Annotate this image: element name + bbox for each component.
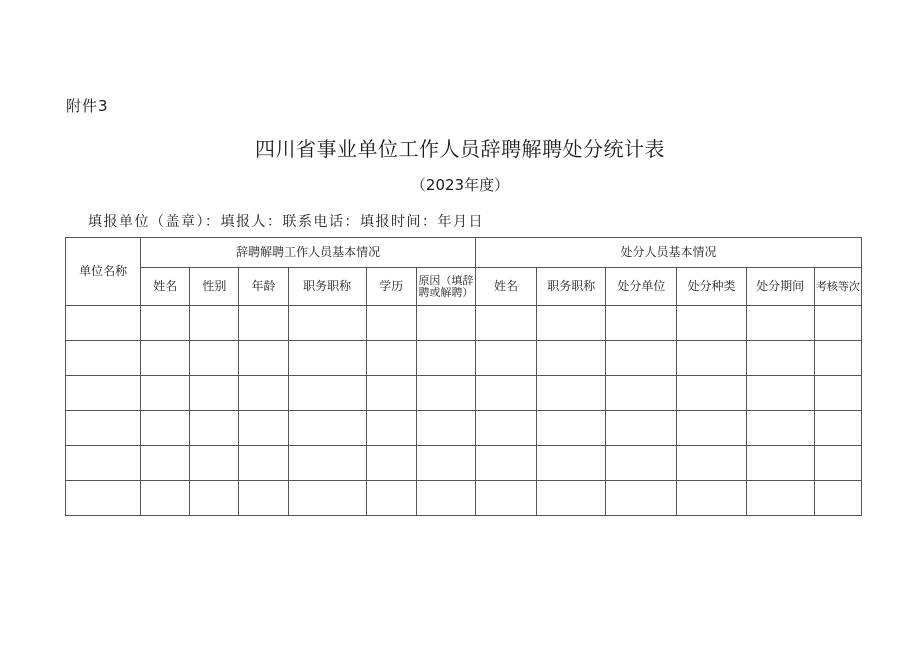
table-cell[interactable] <box>239 376 288 411</box>
table-cell[interactable] <box>537 376 606 411</box>
col-disc-period: 处分期间 <box>746 268 814 306</box>
col-position-title: 职务职称 <box>288 268 366 306</box>
table-cell[interactable] <box>537 306 606 341</box>
table-cell[interactable] <box>190 481 239 516</box>
col-name: 姓名 <box>141 268 190 306</box>
table-cell[interactable] <box>746 341 814 376</box>
table-cell[interactable] <box>475 341 536 376</box>
table-cell[interactable] <box>814 446 861 481</box>
fill-info-line: 填报单位（盖章）：填报人：联系电话：填报时间：年月日 <box>88 214 484 230</box>
page-title: 四川省事业单位工作人员辞聘解聘处分统计表 <box>255 137 665 161</box>
table-cell[interactable] <box>366 411 416 446</box>
table-cell[interactable] <box>475 306 536 341</box>
table-cell[interactable] <box>366 376 416 411</box>
table-cell[interactable] <box>288 411 366 446</box>
table-cell[interactable] <box>190 306 239 341</box>
table-cell[interactable] <box>288 341 366 376</box>
table-cell[interactable] <box>66 341 141 376</box>
table-cell[interactable] <box>66 446 141 481</box>
table-cell[interactable] <box>475 376 536 411</box>
table-cell[interactable] <box>141 306 190 341</box>
table-cell[interactable] <box>239 411 288 446</box>
table-cell[interactable] <box>416 341 475 376</box>
col-disc-type: 处分种类 <box>677 268 746 306</box>
col-assessment-grade: 考核等次 <box>814 268 861 306</box>
table-cell[interactable] <box>677 376 746 411</box>
table-cell[interactable] <box>814 341 861 376</box>
year-subtitle: （2023年度） <box>410 176 510 194</box>
table-cell[interactable] <box>66 306 141 341</box>
table-cell[interactable] <box>475 481 536 516</box>
table-cell[interactable] <box>416 411 475 446</box>
table-cell[interactable] <box>239 341 288 376</box>
table-cell[interactable] <box>606 376 677 411</box>
table-cell[interactable] <box>366 481 416 516</box>
table-cell[interactable] <box>677 306 746 341</box>
table-cell[interactable] <box>190 446 239 481</box>
table-cell[interactable] <box>190 376 239 411</box>
table-cell[interactable] <box>475 446 536 481</box>
table-cell[interactable] <box>66 376 141 411</box>
table-cell[interactable] <box>141 341 190 376</box>
table-cell[interactable] <box>366 341 416 376</box>
col-gender: 性别 <box>190 268 239 306</box>
header-unit-name: 单位名称 <box>66 238 141 306</box>
table-cell[interactable] <box>814 481 861 516</box>
table-cell[interactable] <box>366 446 416 481</box>
col-disc-unit: 处分单位 <box>606 268 677 306</box>
table-cell[interactable] <box>141 376 190 411</box>
table-cell[interactable] <box>814 306 861 341</box>
table-cell[interactable] <box>677 481 746 516</box>
table-cell[interactable] <box>416 481 475 516</box>
col-disc-name: 姓名 <box>475 268 536 306</box>
table-cell[interactable] <box>141 411 190 446</box>
table-cell[interactable] <box>606 411 677 446</box>
table-cell[interactable] <box>606 306 677 341</box>
table-cell[interactable] <box>814 411 861 446</box>
header-group-discipline: 处分人员基本情况 <box>475 238 861 268</box>
table-cell[interactable] <box>746 411 814 446</box>
table-cell[interactable] <box>416 376 475 411</box>
table-cell[interactable] <box>677 411 746 446</box>
table-cell[interactable] <box>606 341 677 376</box>
statistics-table <box>65 237 862 516</box>
table-cell[interactable] <box>537 341 606 376</box>
col-disc-position-title: 职务职称 <box>537 268 606 306</box>
header-group-resign: 辞聘解聘工作人员基本情况 <box>141 238 476 268</box>
table-cell[interactable] <box>416 446 475 481</box>
table-cell[interactable] <box>416 306 475 341</box>
table-cell[interactable] <box>814 376 861 411</box>
table-cell[interactable] <box>366 306 416 341</box>
table-cell[interactable] <box>746 376 814 411</box>
table-cell[interactable] <box>239 446 288 481</box>
table-cell[interactable] <box>537 411 606 446</box>
table-cell[interactable] <box>288 306 366 341</box>
table-cell[interactable] <box>239 481 288 516</box>
table-cell[interactable] <box>746 446 814 481</box>
table-cell[interactable] <box>537 481 606 516</box>
table-cell[interactable] <box>141 446 190 481</box>
attachment-label: 附件3 <box>66 97 109 115</box>
table-cell[interactable] <box>141 481 190 516</box>
col-education: 学历 <box>366 268 416 306</box>
table-cell[interactable] <box>288 446 366 481</box>
table-cell[interactable] <box>746 481 814 516</box>
table-cell[interactable] <box>606 481 677 516</box>
table-cell[interactable] <box>537 446 606 481</box>
col-age: 年龄 <box>239 268 288 306</box>
table-cell[interactable] <box>66 481 141 516</box>
table-cell[interactable] <box>190 411 239 446</box>
table-cell[interactable] <box>746 306 814 341</box>
table-cell[interactable] <box>288 481 366 516</box>
table-cell[interactable] <box>66 411 141 446</box>
table-cell[interactable] <box>606 446 677 481</box>
table-cell[interactable] <box>288 376 366 411</box>
table-cell[interactable] <box>677 341 746 376</box>
table-cell[interactable] <box>677 446 746 481</box>
table-cell[interactable] <box>475 411 536 446</box>
table-cell[interactable] <box>239 306 288 341</box>
col-reason: 原因（填辞聘或解聘） <box>416 268 475 306</box>
table-cell[interactable] <box>190 341 239 376</box>
